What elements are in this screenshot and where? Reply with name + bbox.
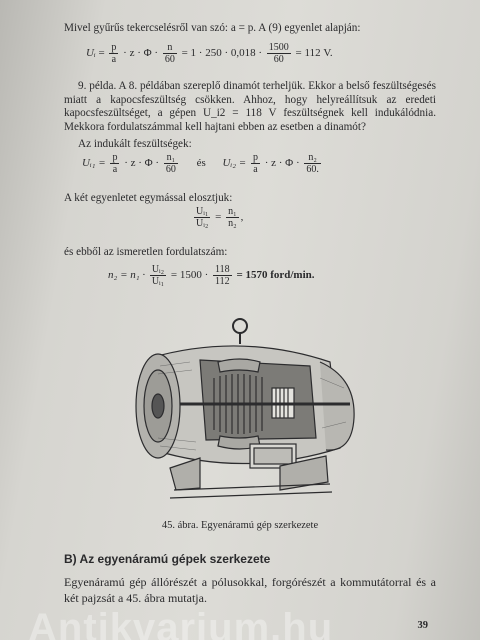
equation-2: Uᵢ₁ = $\frac{p}{a}$ · z · Φ · $\frac{\text{n₁}}{60}$ és Uᵢ₂ = $\frac{p}{a}$ · z · Φ · $\frac{\text{n₂}}{60.}$ [82, 152, 319, 175]
example-paragraph [64, 80, 436, 134]
dc-machine-illustration [130, 318, 360, 518]
induced-label: Az indukált feszültségek: [78, 138, 192, 150]
divide-label: A két egyenletet egymással elosztjuk: [64, 192, 233, 204]
section-heading: B) Az egyenáramú gépek szerkezete [64, 552, 271, 566]
equation-4: n₂ = n₁ · $\frac{\text{Uᵢ₂}}{\text{Uᵢ₁}}$ = 1500 · $\frac{118}{112}$ = 1570 ford/min. [108, 264, 315, 287]
example-label: 9. példa. [78, 80, 117, 92]
figure-caption: 45. ábra. Egyenáramú gép szerkezete [161, 520, 319, 531]
section-paragraph: Egyenáramú gép állórészét a pólusokkal, forgórészét a kommutátorral és a két pajzsát a 45. ábra mutatja. [64, 575, 436, 605]
equation-1: Uᵢ = $\frac{p}{a}$ · z · Φ · $\frac{n}{60}$ = 1 · 250 · 0,018 · $\frac{1500}{60}$ = 112 V. [86, 42, 333, 65]
unknown-label: és ebből az ismeretlen fordulatszám: [64, 246, 228, 258]
watermark: Antikvarium.hu [28, 606, 334, 640]
example-text: A 8. példában szereplő dinamót terheljük. Ekkor a belső feszültségesés miatt a kapocsfeszültség csökken. Ahhoz, hogy helyreállítsuk az eredeti kapocsfeszültséget, a gépen U_i2 = 118 V feszültségnek kell indukálódnia. Mekkora fordulatszámmal kell hajtani ebben az esetben a dinamót? [64, 80, 436, 133]
intro-line: Mivel gyűrűs tekercselésről van szó: a = p. A (9) egyenlet alapján: [64, 22, 361, 34]
page-number: 39 [417, 620, 428, 631]
equation-3: $\frac{\text{Uᵢ₁}}{\text{Uᵢ₂}}$ = $\frac{\text{n₁}}{\text{n₂}}$ , [196, 206, 244, 229]
